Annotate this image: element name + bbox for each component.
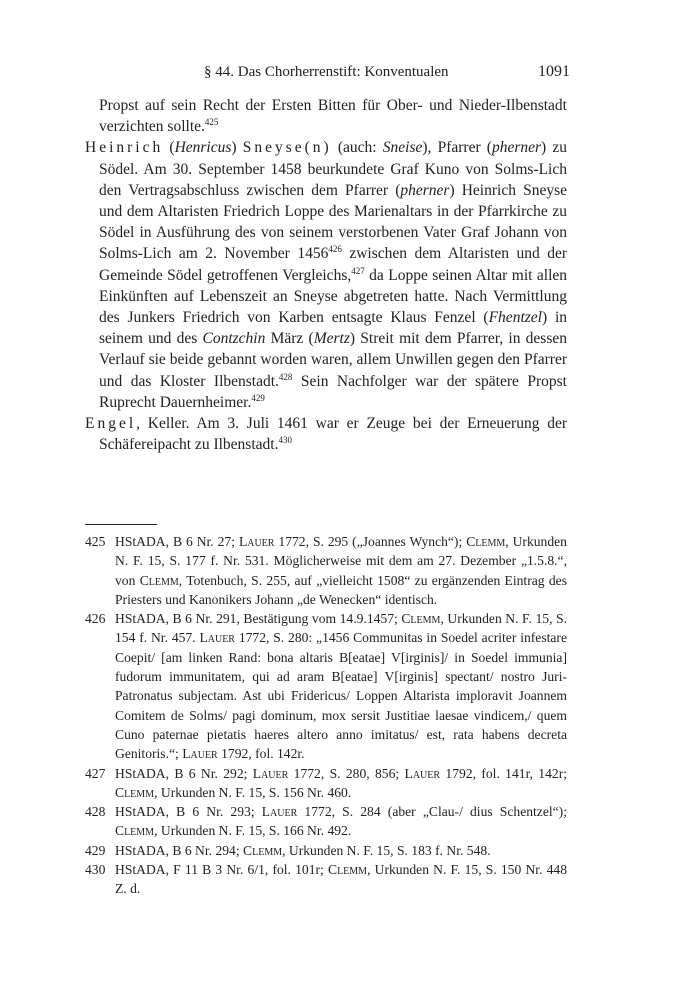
footnote-ref-428: 428 xyxy=(278,371,293,382)
footnote-427: 427 HStADA, B 6 Nr. 292; Lauer 1772, S. 280, 856; Lauer 1792, fol. 141r, 142r; Clemm, Urkunden N. F. 15, S. 156 Nr. 460. xyxy=(85,765,567,800)
footnote-430: 430 HStADA, F 11 B 3 Nr. 6/1, fol. 101r; Clemm, Urkunden N. F. 15, S. 150 Nr. 448 Z. d. xyxy=(85,862,567,897)
entry-surname-sneyse: Sneyse(n) xyxy=(242,139,332,157)
entry-name-heinrich: Heinrich xyxy=(85,139,164,157)
footnote-number: 427 xyxy=(85,765,106,781)
footnote-separator xyxy=(85,524,157,525)
footnote-ref-429: 429 xyxy=(251,392,265,403)
footnote-number: 426 xyxy=(85,611,106,627)
page-number: 1091 xyxy=(538,63,570,80)
footnotes xyxy=(85,532,567,899)
footnote-425: 425 HStADA, B 6 Nr. 27; Lauer 1772, S. 295 („Joannes Wynch“); Clemm, Urkunden N. F. 15, S. 177 f. Nr. 531. Möglicherweise mit dem am 27. Dezember „1.5.8.“, von Clemm, Totenbuch, S. 255, auf „vielleicht 1508“ zu ergänzenden Eintrag des Priesters und Kanonikers Johann „de Wenecken“ identisch. xyxy=(85,534,567,607)
entry-engel: Engel, Keller. Am 3. Juli 1461 war er Zeuge bei der Erneuerung der Schäfereipacht zu Ilbenstadt.$^{430}$ xyxy=(85,415,567,454)
entry-name-engel: Engel xyxy=(85,415,137,433)
running-head xyxy=(0,62,700,82)
footnote-426: 426 HStADA, B 6 Nr. 291, Bestätigung vom 14.9.1457; Clemm, Urkunden N. F. 15, S. 154 f. Nr. 457. Lauer 1772, S. 280: „1456 Communitas in Soedel acriter infestare Coepit/ [am linken Rand: bona altaris B[eatae] V[irginis]/ in Soedel immunia] fudorum immunitatem, qui ad aram B[eatae] V[irginis] spectant/ nostro Juri-Patronatus subjectam. Ast ubi Fridericus/ Loppen Altarista imploravit Joannem Comitem de Solms/ pagi dominum, mox sersit Justitiae laesae vindicem,/ quem Cuno paternae pietatis haeres altero anno imitatus/ est, rata habens decreta Genitoris.“; Lauer 1792, fol. 142r. xyxy=(85,611,567,762)
footnote-ref-427: 427 xyxy=(351,265,365,276)
footnote-428: 428 HStADA, B 6 Nr. 293; Lauer 1772, S. 284 (aber „Clau-/ dius Schentzel“); Clemm, Urkunden N. F. 15, S. 166 Nr. 492. xyxy=(85,804,567,839)
footnote-ref-425: 425 xyxy=(204,117,219,128)
footnote-number: 430 xyxy=(85,862,106,878)
paragraph-propst-continued: Propst auf sein Recht der Ersten Bitten für Ober- und Nieder-Ilbenstadt verzichten sollte.$^{425}$ xyxy=(99,97,567,136)
footnote-number: 429 xyxy=(85,842,106,858)
footnote-429: 429 HStADA, B 6 Nr. 294; Clemm, Urkunden N. F. 15, S. 183 f. Nr. 548. xyxy=(85,841,567,860)
footnote-ref-430: 430 xyxy=(278,435,292,446)
footnote-number: 425 xyxy=(85,534,106,549)
running-head-title: § 44. Das Chorherrenstift: Konventualen xyxy=(204,64,449,80)
entry-heinrich-sneyse: Heinrich (Henricus) Sneyse(n) (auch: Sneise), Pfarrer (pherner) zu Södel. Am 30. September 1458 beurkundete Graf Kuno von Solms-Lich den Vertragsabschluss zwischen dem Pfarrer (pherner) Heinrich Sneyse und dem Altaristen Friedrich Loppe des Marienaltars in der Pfarrkirche zu Södel in Ausführung des von seinem verstorbenen Vater Graf Johann von Solms-Lich am 2. November 1456$^{426}$ zwischen dem Altaristen und der Gemeinde Södel getroffenen Vergleichs,$^{427}$ da Loppe seinen Altar mit allen Einkünften auf Lebenszeit an Sneyse abgetreten hatte. Nach Vermittlung des Junkers Friedrich von Karben entsagte Klaus Fenzel (Fhentzel) in seinem und des Contzchin März (Mertz) Streit mit dem Pfarrer, in dessen Verlauf sie beide gebannt worden waren, allem Unwillen gegen den Pfarrer und das Kloster Ilbenstadt.$^{428}$ Sein Nachfolger war der spätere Propst Ruprecht Dauernheimer.$^{429}$ xyxy=(85,139,568,411)
main-text xyxy=(85,95,567,455)
footnote-number: 428 xyxy=(85,804,106,820)
footnote-ref-426: 426 xyxy=(328,244,342,255)
